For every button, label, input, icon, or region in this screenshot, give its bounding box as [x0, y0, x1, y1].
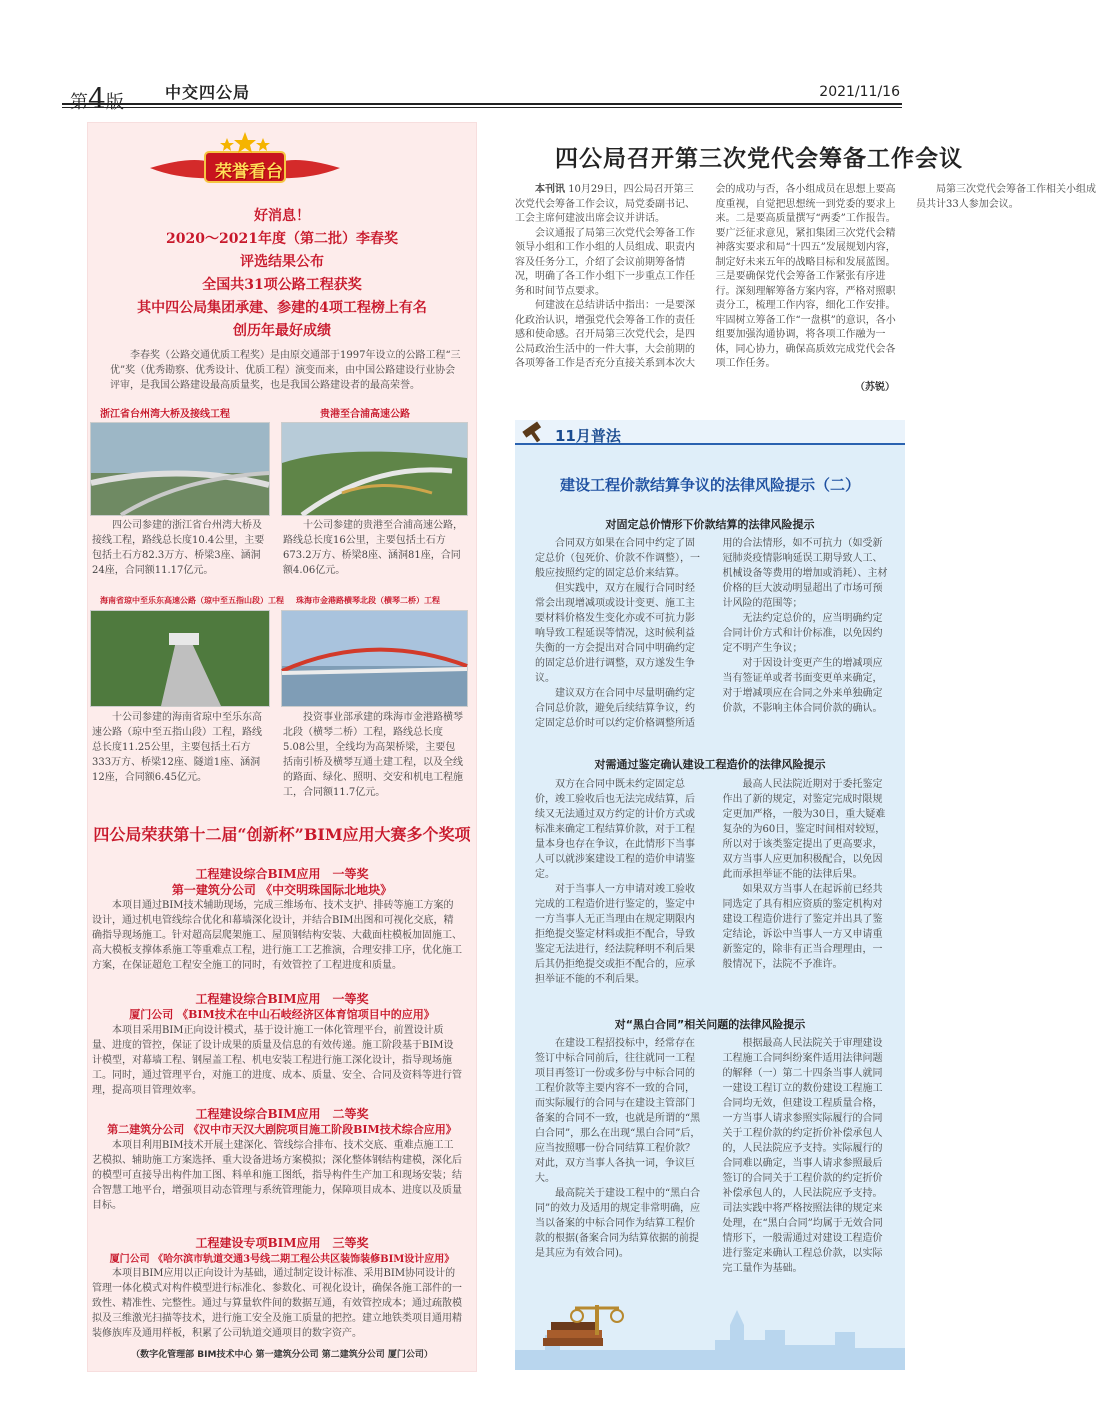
law-body: 双方在合同中既未约定固定总价，竣工验收后也无法完成结算，后续又无法通过双方约定的计价方式或标准来确定工程结算价款，对于工程量本身也存在争议，在此情形下当事人可以就涉案建设工程的造价申请鉴定。 对于当事人一方申请对竣工验收完成的工程造价进行鉴定的，鉴定中一方当事人无正当理由在规定期限内拒绝提交鉴定材料或拒不配合，导致鉴定无法进行，经法院释明不利后果后其仍拒绝提交或拒不配合的，应承担举证不能的不利后果。 最高人民法院近期对于委托鉴定作出了新的规定，对鉴定完成时限规定更加严格，一般为30日，重大疑难复杂的为60日，鉴定时间相对较短，所以对于该类鉴定提出了更高要求，双方当事人应更加积极配合，以免因此而承担举证不能的法律后果。 如果双方当事人在起诉前已经共同选定了具有相应资质的鉴定机构对建设工程造价进行了鉴定并出具了鉴定结论，诉讼中当事人一方又申请重新鉴定的，除非有正当合理理由，一般情况下，法院不予准许。 [535, 779, 886, 985]
bridge-photo [90, 422, 270, 516]
law-subheading: 对需通过鉴定确认建设工程造价的法律风险提示 [594, 758, 826, 771]
project-desc: 十公司参建的海南省琼中至乐东高速公路（琼中至五指山段）工程，路线总长度11.25公里，主要包括土石方333万方、桥梁12座、隧道1座、涵洞12座，合同额6.45亿元。 [92, 712, 262, 783]
photo-caption: 珠海市金港路横琴北段（横琴二桥）工程 [296, 596, 440, 605]
headline-line: 全国共31项公路工程获奖 [202, 277, 362, 293]
bim-credit: （数字化管理部 BIM技术中心 第一建筑分公司 第二建筑分公司 厦门公司） [131, 1350, 433, 1360]
arch-bridge-photo [281, 610, 468, 707]
award-category: 工程建设综合BIM应用 一等奖 [195, 992, 369, 1006]
law-subheading: 对“黑白合同”相关问题的法律风险提示 [614, 1018, 806, 1031]
newspaper-name: 中交四公局 [165, 83, 251, 102]
header-rule-thin [62, 107, 902, 108]
law-section-label: 11月普法 [555, 427, 621, 445]
award-text: 本项目通过BIM技术辅助现场，完成三维场布、技术支护、排砖等施工方案的设计，通过机电管线综合优化和幕墙深化设计，并结合BIM出图和可视化交底，精确指导现场施工。针对超高层爬架施工、屋顶钢结构安装、大截面柱模板加固施工、高大模板支撑体系施工等重难点工程，进行施工工艺推演，合理安排工序，优化施工方案，在保证超危工程安全施工的同时，有效管控了工程进度和质量。 [92, 900, 462, 971]
law-title: 建设工程价款结算争议的法律风险提示（二） [559, 476, 860, 494]
photo-caption: 海南省琼中至乐东高速公路（琼中至五指山段）工程 [100, 596, 284, 605]
honor-intro: 李春奖（公路交通优质工程奖）是由原交通部于1997年设立的公路工程“三优”奖（优秀勘察、优秀设计、优质工程）演变而来，由中国公路建设行业协会评审，是我国公路建设最高质量奖，也是我国公路建设者的最高荣誉。 [110, 350, 461, 391]
project-desc: 十公司参建的贵港至合浦高速公路，路线总长度16公里，主要包括土石方673.2万方、桥梁8座、涵洞81座，合同额4.06亿元。 [283, 520, 463, 576]
issue-date: 2021/11/16 [819, 84, 900, 100]
law-subheading: 对固定总价情形下价款结算的法律风险提示 [605, 518, 815, 531]
photo-caption: 贵港至合浦高速公路 [320, 409, 410, 420]
meeting-byline: 本刊讯 [535, 184, 565, 195]
award-text: 本项目采用BIM正向设计模式，基于设计施工一体化管理平台，前置设计质量、进度的管控，保证了设计成果的质量及信息的有效传递。施工阶段基于BIM设计模型，对幕墙工程、钢屋盖工程、机电安装工程进行施工深化设计，指导现场施工。同时，通过管理平台，对施工的进度、成本、质量、安全、合同及资料等进行管理，提高项目管理效率。 [92, 1025, 462, 1096]
award-project: 第二建筑分公司 《汉中市天汉大剧院项目施工阶段BIM技术综合应用》 [107, 1123, 457, 1136]
headline-line: 创历年最好成绩 [233, 323, 331, 339]
star-icon [220, 138, 234, 151]
photo-caption: 浙江省台州湾大桥及接线工程 [100, 409, 230, 420]
meeting-title: 四公局召开第三次党代会筹备工作会议 [555, 145, 963, 172]
headline-line: 评选结果公布 [240, 254, 324, 270]
tunnel-photo [90, 610, 270, 707]
award-project: 厦门公司 《哈尔滨市轨道交通3号线二期工程公共区装饰装修BIM设计应用》 [109, 1254, 455, 1265]
edition-number: 第4版 [70, 82, 124, 115]
honor-banner-label: 荣誉看台 [215, 162, 283, 182]
bim-title: 四公局荣获第十二届“创新杯”BIM应用大赛多个奖项 [93, 825, 471, 844]
law-body: 合同双方如果在合同中约定了固定总价（包死价、价款不作调整），一般应按照约定的固定总价来结算。 但实践中，双方在履行合同时经常会出现增减项或设计变更、施工主要材料价格发生变化亦或不可抗力影响导致工程延误等情况，这时候利益失衡的一方会提出对合同中明确约定的固定总价进行调整，双方遂发生争议。 建议双方在合同中尽量明确约定合同总价款，避免后续结算争议，约定固定总价时可以约定价格调整所适用的合法情形，如不可抗力（如受新冠肺炎疫情影响延误工期导致人工、机械设备等费用的增加或消耗）、主材价格的巨大波动明显超出了市场可预计风险的范围等； 无法约定总价的，应当明确约定合同计价方式和计价标准，以免因约定不明产生争议； 对于因设计变更产生的增减项应当有签证单或者书面变更单来确定，对于增减项应在合同之外来单独确定价款，不影响主体合同价款的确认。 [535, 538, 888, 729]
headline-line: 其中四公局集团承建、参建的4项工程榜上有名 [137, 300, 427, 316]
law-skyline-illustration [515, 1290, 905, 1370]
award-project: 厦门公司 《BIM技术在中山石岐经济区体育馆项目中的应用》 [129, 1008, 435, 1021]
headline-line: 好消息！ [254, 208, 310, 224]
award-text: 本项目BIM应用以正向设计为基础，通过制定设计标准、采用BIM协同设计的管理一体化模式对构件模型进行标准化、参数化、可视化设计，确保各施工部件的一致性、精准性、完整性。通过与算量软件间的数据互通，有效管控成本；通过疏散模拟及三维激光扫描等技术，进行施工安全及施工质量的把控。建立地铁类项目通用精装修族库及通用样板，积累了公司轨道交通项目的数字资产。 [92, 1268, 462, 1339]
award-category: 工程建设专项BIM应用 三等奖 [195, 1236, 369, 1250]
header-rule [62, 103, 902, 105]
star-icon [256, 138, 270, 151]
project-desc: 投资事业部承建的珠海市金港路横琴北段（横琴二桥）工程，路线总长度5.08公里，全线均为高架桥梁，主要包括南引桥及横琴互通土建工程，以及全线的路面、绿化、照明、交安和机电工程施工，合同额11.7亿元。 [283, 712, 463, 798]
law-body: 在建设工程招投标中，经常存在签订中标合同前后，往往就同一工程项目再签订一份或多份与中标合同的工程价款等主要内容不一致的合同，而实际履行的合同与在建设主管部门备案的合同不一致，也就是所谓的“黑白合同”，那么在出现“黑白合同”后，应当按照哪一份合同结算工程价款？对此，双方当事人各执一词，争议巨大。 最高院关于建设工程中的“黑白合同”的效力及适用的规定非常明确，应当以备案的中标合同作为结算工程价款的根据(备案合同为结算依据的前提是其应为有效合同)。 根据最高人民法院关于审理建设工程施工合同纠纷案件适用法律问题的解释（一）第二十四条当事人就同一建设工程订立的数份建设工程施工合同均无效，但建设工程质量合格，一方当事人请求参照实际履行的合同关于工程价款的约定折价补偿承包人的，人民法院应予支持。实际履行的合同难以确定，当事人请求参照最后签订的合同关于工程价款的约定折价补偿承包人的，人民法院应予支持。司法实践中将严格按照法律的规定来处理，在“黑白合同”均属于无效合同情形下，一般需通过对建设工程造价进行鉴定来确认工程总价款，以实际完工量作为基础。 [535, 1038, 883, 1274]
star-icon [234, 132, 256, 153]
award-category: 工程建设综合BIM应用 一等奖 [195, 867, 369, 881]
headline-line: 2020～2021年度（第二批）李春奖 [166, 231, 398, 247]
highway-photo [281, 422, 468, 516]
award-category: 工程建设综合BIM应用 二等奖 [195, 1107, 369, 1121]
meeting-author: （苏锐） [855, 382, 895, 393]
award-project: 第一建筑分公司 《中交明珠国际北地块》 [171, 883, 393, 897]
award-text: 本项目利用BIM技术开展土建深化、管线综合排布、技术交底、重难点施工工艺模拟、辅助施工方案选择、重大设备进场方案模拟；深化整体钢结构建模，深化后的模型可直接导出构件加工图、料单和施工图纸，指导构件生产加工和现场安装；结合智慧工地平台，增强项目动态管理与系统管理能力，保障项目成本、进度以及质量目标。 [92, 1140, 462, 1211]
project-desc: 四公司参建的浙江省台州湾大桥及接线工程，路线总长度10.4公里，主要包括土石方82.3万方、桥梁3座、涵洞24座，合同额11.17亿元。 [92, 520, 265, 576]
meeting-body: 本刊讯 10月29日，四公局召开第三次党代会筹备工作会议，局党委副书记、工会主席何建波出席会议并讲话。 会议通报了局第三次党代会筹备工作领导小组和工作小组的人员组成、职责内容及任务分工，介绍了会议前期筹备情况，明确了各工作小组下一步重点工作任务和时间节点要求。 何建波在总结讲话中指出：一是要深化政治认识，增强党代会筹备工作的责任感和使命感。召开局第三次党代会，是四公局政治生活中的一件大事，大会前期的各项筹备工作是否充分直接关系到本次大会的成功与否，各小组成员在思想上要高度重视，自觉把思想统一到党委的要求上来。二是要高质量撰写“两委”工作报告。要广泛征求意见，紧扣集团三次党代会精神落实要求和局“十四五”发展规划内容，制定好未来五年的战略目标和发展蓝图。三是要确保党代会筹备工作紧张有序进行。深刻理解筹备方案内容，严格对照职责分工，梳理工作内容，细化工作安排。牢固树立筹备工作“一盘棋”的意识，各小组要加强沟通协调，将各项工作融为一体，同心协力，确保高质效完成党代会各项工作任务。 局第三次党代会筹备工作相关小组成员共计33人参加会议。 [515, 184, 1096, 369]
